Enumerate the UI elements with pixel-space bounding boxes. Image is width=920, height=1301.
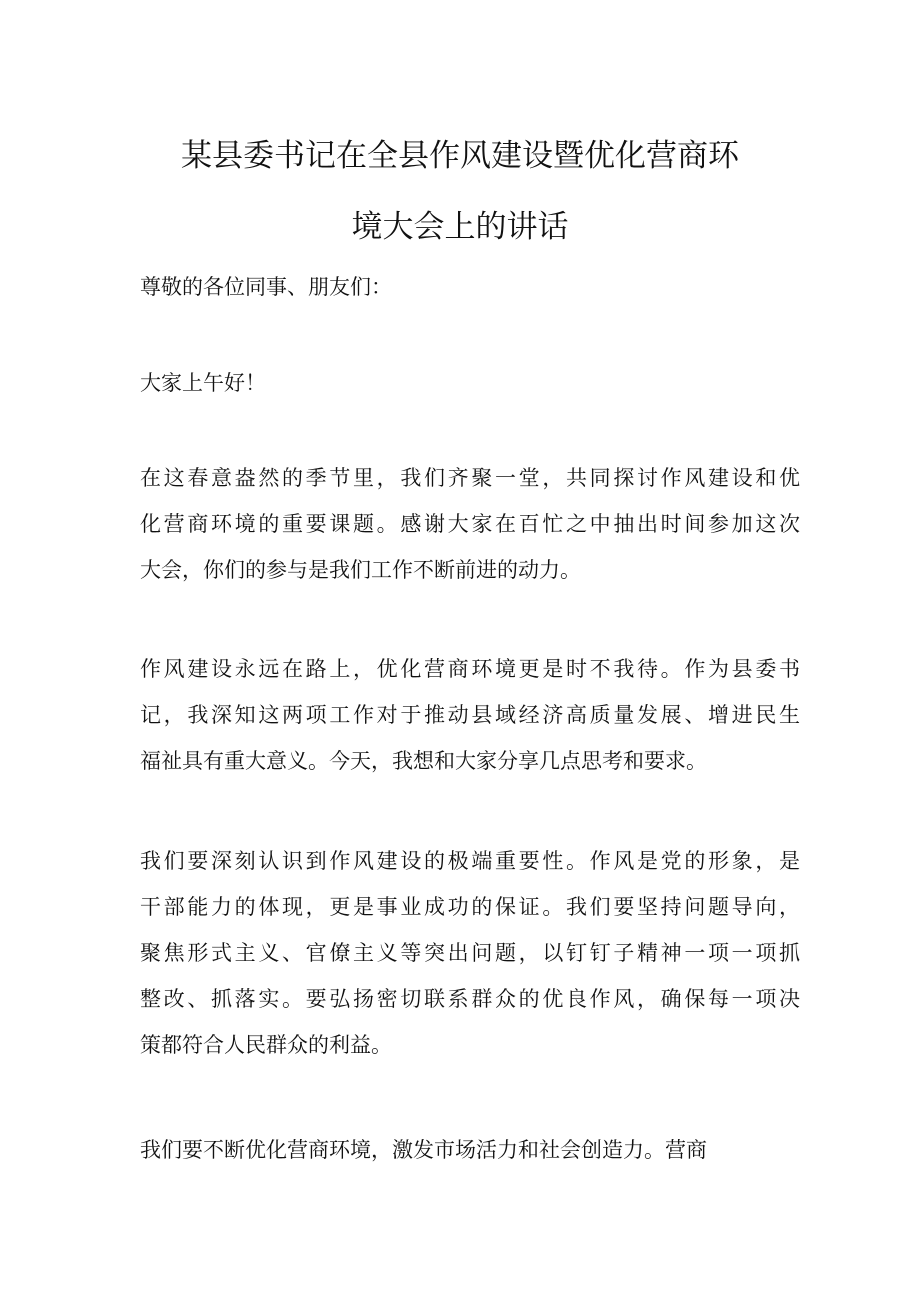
paragraph-line: 聚焦形式主义、官僚主义等突出问题，以钉钉子精神一项一项抓 [140, 941, 800, 965]
paragraph-line: 在这春意盎然的季节里，我们齐聚一堂，共同探讨作风建设和优 [140, 466, 800, 490]
paragraph-salutation [140, 264, 800, 310]
paragraph-significance [140, 646, 800, 784]
paragraph-line: 化营商环境的重要课题。感谢大家在百忙之中抽出时间参加这次 [140, 512, 800, 536]
paragraph-line: 作风建设永远在路上，优化营商环境更是时不我待。作为县委书 [140, 657, 800, 681]
document-title-line-1: 某县委书记在全县作风建设暨优化营商环 [181, 138, 739, 174]
paragraph-line: 大家上午好！ [140, 371, 266, 395]
paragraph-line: 我们要不断优化营商环境，激发市场活力和社会创造力。营商 [140, 1138, 707, 1162]
paragraph-line: 干部能力的体现，更是事业成功的保证。我们要坚持问题导向， [140, 895, 800, 919]
paragraph-work-style [140, 838, 800, 1068]
paragraph-opening [140, 455, 800, 593]
paragraph-line: 我们要深刻认识到作风建设的极端重要性。作风是党的形象，是 [140, 849, 800, 873]
paragraph-line: 尊敬的各位同事、朋友们： [140, 275, 392, 299]
paragraph-line: 福祉具有重大意义。今天，我想和大家分享几点思考和要求。 [140, 749, 707, 773]
paragraph-line: 整改、抓落实。要弘扬密切联系群众的优良作风，确保每一项决 [140, 987, 800, 1011]
paragraph-line: 大会，你们的参与是我们工作不断前进的动力。 [140, 558, 581, 582]
paragraph-business-environment [140, 1127, 800, 1173]
paragraph-line: 记，我深知这两项工作对于推动县域经济高质量发展、增进民生 [140, 703, 800, 727]
paragraph-greeting [140, 360, 800, 406]
document-title-line-2: 境大会上的讲话 [351, 209, 569, 245]
paragraph-line: 策都符合人民群众的利益。 [140, 1033, 392, 1057]
